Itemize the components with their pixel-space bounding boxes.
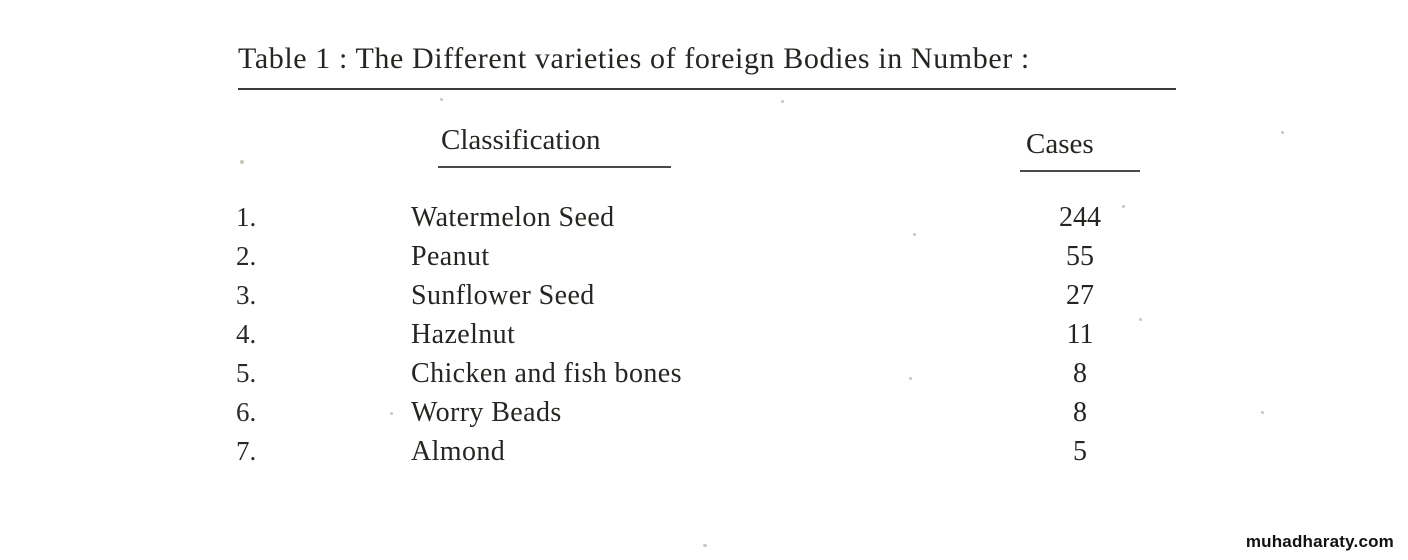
row-classification: Worry Beads — [411, 397, 562, 428]
table-row — [0, 397, 1408, 436]
caption-underline — [238, 88, 1176, 90]
row-cases: 5 — [1073, 436, 1087, 467]
row-cases: 8 — [1073, 358, 1087, 389]
scan-speck — [781, 100, 784, 103]
row-cases: 55 — [1066, 241, 1094, 272]
table-body — [0, 202, 1408, 475]
table-row — [0, 436, 1408, 475]
scan-speck — [240, 160, 244, 164]
table-row — [0, 202, 1408, 241]
row-index: 5. — [236, 358, 257, 388]
row-index: 2. — [236, 241, 257, 271]
row-cases: 8 — [1073, 397, 1087, 428]
row-index: 4. — [236, 319, 257, 349]
column-header-classification: Classification — [441, 124, 601, 156]
row-cases: 244 — [1059, 202, 1101, 233]
row-index: 7. — [236, 436, 257, 466]
column-header-cases: Cases — [1026, 128, 1094, 160]
row-classification: Chicken and fish bones — [411, 358, 682, 389]
row-index: 6. — [236, 397, 257, 427]
row-classification: Sunflower Seed — [411, 280, 595, 311]
scan-speck — [1281, 131, 1284, 134]
table-row — [0, 358, 1408, 397]
row-classification: Watermelon Seed — [411, 202, 615, 233]
table-caption: Table 1 : The Different varieties of foreign Bodies in Number : — [238, 42, 1030, 75]
row-cases: 27 — [1066, 280, 1094, 311]
scan-speck — [703, 544, 707, 547]
row-classification: Peanut — [411, 241, 490, 272]
watermark: muhadharaty.com — [1245, 532, 1394, 551]
column-header-classification-underline — [438, 166, 671, 168]
row-classification: Hazelnut — [411, 319, 516, 350]
column-header-cases-underline — [1020, 170, 1140, 172]
row-cases: 11 — [1066, 319, 1094, 350]
row-index: 3. — [236, 280, 257, 310]
table-row — [0, 241, 1408, 280]
row-classification: Almond — [411, 436, 506, 467]
scan-speck — [440, 98, 443, 101]
table-row — [0, 319, 1408, 358]
row-index: 1. — [236, 202, 257, 232]
table-row — [0, 280, 1408, 319]
